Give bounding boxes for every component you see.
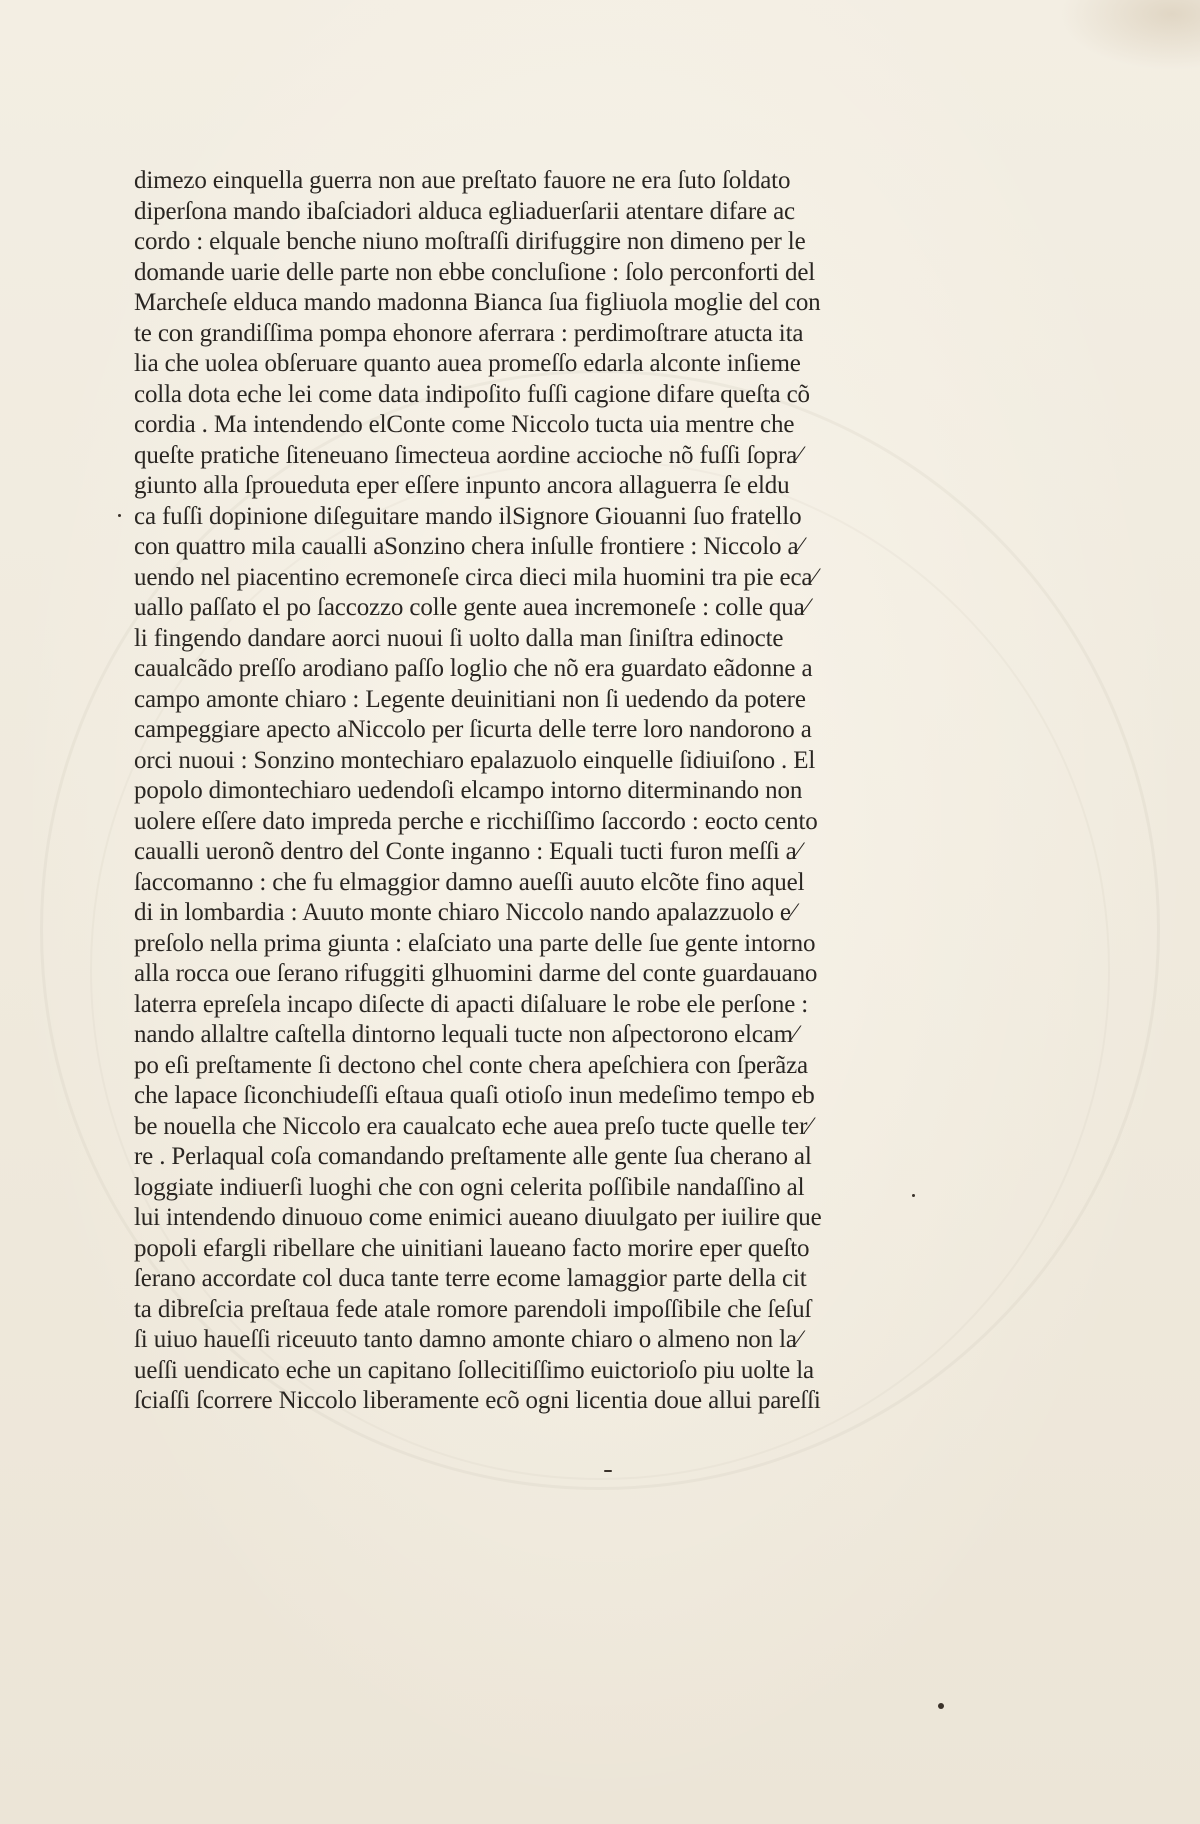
text-line: con quattro mila caualli aSonzino chera inſulle frontiere : Niccolo a⁄ bbox=[134, 533, 803, 560]
text-line: ca fuſſi dopinione diſeguitare mando ilSignore Giouanni ſuo fratello bbox=[134, 502, 802, 530]
text-block bbox=[134, 166, 894, 1417]
text-line: nando allaltre caſtella dintorno lequali tucte non aſpectorono elcam⁄ bbox=[134, 1021, 798, 1048]
text-line: popoli efargli ribellare che uinitiani laueano facto morire eper queſto bbox=[134, 1234, 810, 1262]
text-line: be nouella che Niccolo era caualcato eche auea preſo tucte quelle ter⁄ bbox=[134, 1112, 812, 1140]
paper-speck bbox=[604, 1470, 612, 1472]
text-line: orci nuoui : Sonzino montechiaro epalazuolo einquelle ſidiuiſono . El bbox=[134, 746, 816, 774]
text-line: cordo : elquale benche niuno moſtraſſi dirifuggire non dimeno per le bbox=[134, 228, 806, 255]
text-line: ſciaſſi ſcorrere Niccolo liberamente ecõ ogni licentia doue allui pareſſi bbox=[134, 1387, 821, 1414]
text-line: caualli ueronõ dentro del Conte inganno : Equali tucti furon meſſi a⁄ bbox=[134, 838, 801, 865]
text-line: re . Perlaqual coſa comandando preſtamente alle gente ſua cherano al bbox=[134, 1143, 812, 1170]
text-line: uallo paſſato el po ſaccozzo colle gente auea incremoneſe : colle qua⁄ bbox=[134, 594, 809, 621]
text-line: ta dibreſcia preſtaua fede atale romore parendoli impoſſibile che ſeſuſ bbox=[134, 1295, 812, 1323]
text-line: cordia . Ma intendendo elConte come Niccolo tucta uia mentre che bbox=[134, 411, 795, 438]
text-line: campeggiare apecto aNiccolo per ſicurta delle terre loro nandorono a bbox=[134, 716, 812, 743]
text-line: alla rocca oue ſerano rifuggiti glhuomini darme del conte guardauano bbox=[134, 960, 818, 987]
paper-speck bbox=[912, 1194, 915, 1197]
paper-speck bbox=[118, 514, 121, 517]
text-line: lia che uolea obſeruare quanto auea promeſſo edarla alconte inſieme bbox=[134, 350, 801, 377]
text-line: preſolo nella prima giunta : elaſciato una parte delle ſue gente intorno bbox=[134, 929, 816, 957]
text-line: te con grandiſſima pompa ehonore aferrara : perdimoſtrare atucta ita bbox=[134, 319, 804, 347]
text-line: queſte pratiche ſiteneuano ſimecteua aordine accioche nõ fuſſi ſopra⁄ bbox=[134, 441, 802, 469]
text-line: loggiate indiuerſi luoghi che con ogni celerita poſſibile nandaſſino al bbox=[134, 1173, 805, 1201]
text-line: li fingendo dandare aorci nuoui ſi uolto dalla man ſiniſtra edinocte bbox=[134, 624, 784, 652]
text-line: colla dota eche lei come data indipoſito fuſſi cagione difare queſta cõ bbox=[134, 380, 810, 408]
text-line: diperſona mando ibaſciadori alduca egliaduerſarii atentare difare ac bbox=[134, 197, 795, 225]
text-line: uolere eſſere dato impreda perche e ricchiſſimo ſaccordo : eocto cento bbox=[134, 807, 818, 835]
text-line: laterra epreſela incapo diſecte di apacti diſaluare le robe ele perſone : bbox=[134, 990, 809, 1018]
text-line: popolo dimontechiaro uedendoſi elcampo intorno diterminando non bbox=[134, 777, 803, 804]
text-line: lui intendendo dinuouo come enimici aueano diuulgato per iuilire que bbox=[134, 1204, 822, 1231]
text-line: uendo nel piacentino ecremoneſe circa dieci mila huomini tra pie eca⁄ bbox=[134, 563, 817, 591]
text-line: dimezo einquella guerra non aue preſtato fauore ne era ſuto ſoldato bbox=[134, 167, 791, 194]
text-line: ſi uiuo haueſſi riceuuto tanto damno amonte chiaro o almeno non la⁄ bbox=[134, 1326, 801, 1353]
text-line: giunto alla ſproueduta eper eſſere inpunto ancora allaguerra ſe eldu bbox=[134, 472, 790, 499]
text-line: domande uarie delle parte non ebbe concluſione : ſolo perconforti del bbox=[134, 258, 816, 286]
text-line: ſerano accordate col duca tante terre ecome lamaggior parte della cit bbox=[134, 1265, 807, 1292]
text-line: po eſi preſtamente ſi dectono chel conte chera apeſchiera con ſperãza bbox=[134, 1051, 809, 1079]
text-line: di in lombardia : Auuto monte chiaro Niccolo nando apalazzuolo e⁄ bbox=[134, 899, 795, 926]
text-line: caualcãdo preſſo arodiano paſſo loglio che nõ era guardato eãdonne a bbox=[134, 655, 813, 682]
text-line: che lapace ſiconchiudeſſi eſtaua quaſi otioſo inun medeſimo tempo eb bbox=[134, 1082, 815, 1109]
text-line: campo amonte chiaro : Legente deuinitiani non ſi uedendo da potere bbox=[134, 685, 806, 713]
text-line: Marcheſe elduca mando madonna Bianca ſua figliuola moglie del con bbox=[134, 289, 821, 316]
text-line: ueſſi uendicato eche un capitano ſollecitiſſimo euictorioſo piu uolte la bbox=[134, 1356, 814, 1384]
text-line: ſaccomanno : che fu elmaggior damno aueſſi auuto elcõte fino aquel bbox=[134, 868, 805, 896]
paper-speck bbox=[938, 1703, 944, 1709]
corner-stain bbox=[1060, 0, 1200, 70]
